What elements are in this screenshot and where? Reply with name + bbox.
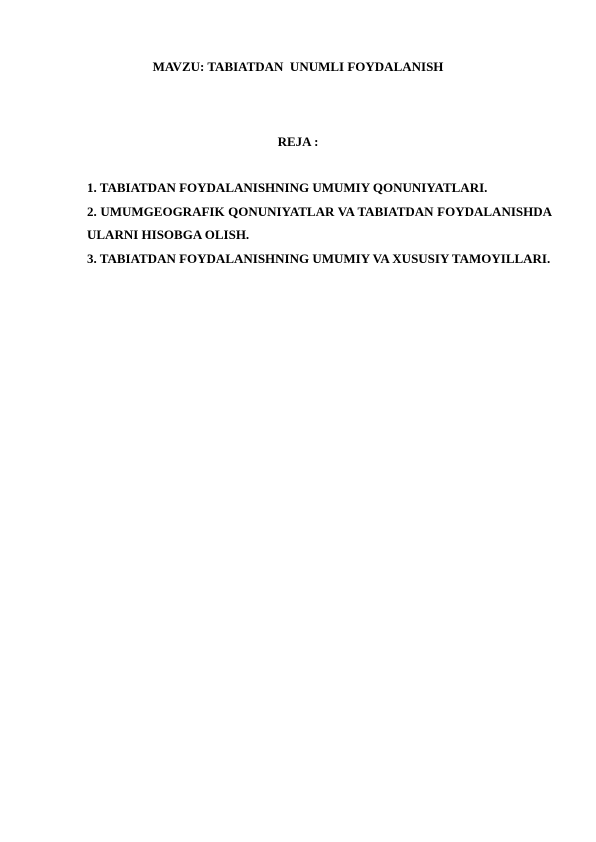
plan-item bbox=[87, 176, 552, 200]
plan-item-text: TABIATDAN FOYDALANISHNING UMUMIY VA XUSUSIY TAMOYILLARI. bbox=[99, 250, 551, 266]
plan-item bbox=[87, 200, 552, 247]
plan-item-number: 2. bbox=[87, 203, 97, 219]
plan-item-number: 1. bbox=[87, 180, 97, 195]
topic-title: MAVZU: TABIATDAN UNUMLI FOYDALANISH bbox=[152, 59, 444, 74]
plan-list bbox=[87, 176, 552, 270]
plan-item-number: 3. bbox=[87, 250, 97, 266]
plan-item-text: UMUMGEOGRAFIK QONUNIYATLAR VA TABIATDAN FOYDALANISHDA ULARNI HISOBGA OLISH. bbox=[87, 203, 553, 242]
plan-item-text: TABIATDAN FOYDALANISHNING UMUMIY QONUNIYATLARI. bbox=[99, 180, 488, 195]
plan-heading: REJA : bbox=[277, 134, 319, 149]
plan-item bbox=[87, 247, 552, 271]
